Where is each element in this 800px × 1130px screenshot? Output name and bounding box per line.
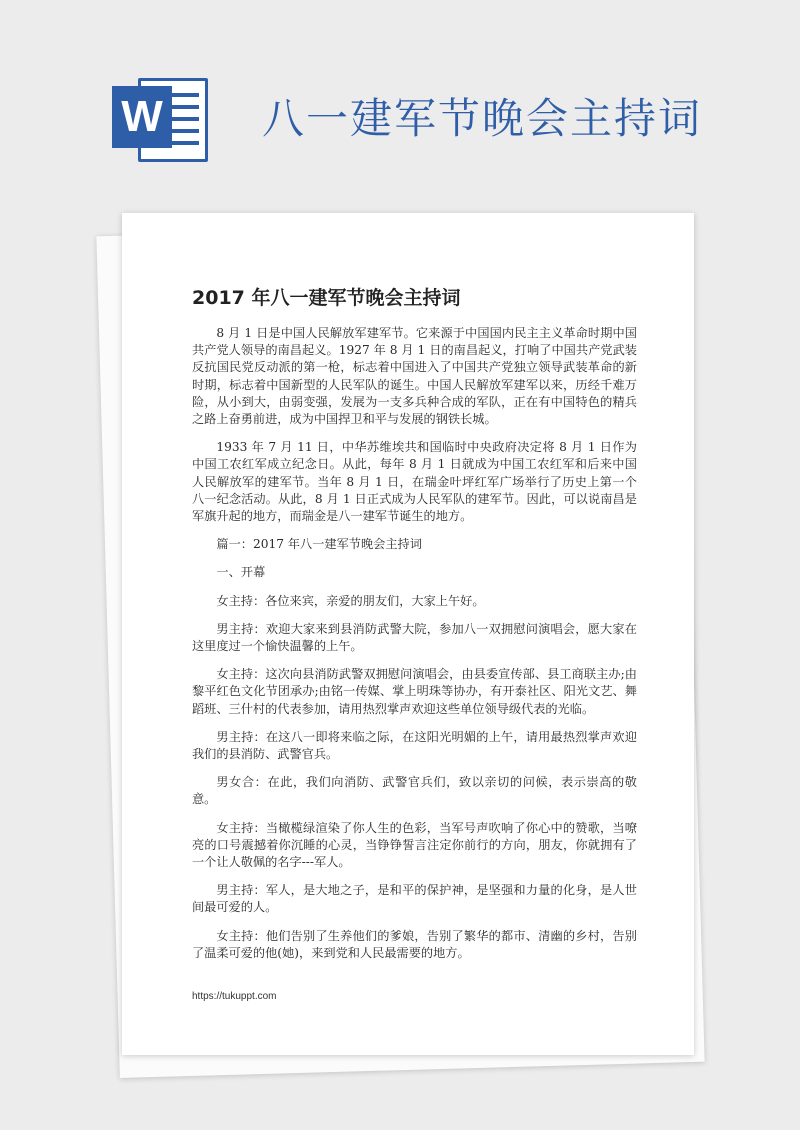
footer-url[interactable]: https://tukuppt.com — [192, 991, 277, 1002]
paragraph: 篇一：2017 年八一建军节晚会主持词 — [216, 537, 422, 552]
paragraph: 8 月 1 日是中国人民解放军建军节。它来源于中国国内民主主义革命时期中国共产党人领导的南昌起义。1927 年 8 月 1 日的南昌起义，打响了中国共产党武装反抗国民党反动派的第一枪，标志着中国进入了中国共产党独立领导武装革命的新时期，标志着中国新型的人民军队的诞生。中国人民解放军建军以来，历经千难万险，从小到大，由弱变强，发展为一支多兵种合成的军队，正在有中国特色的精兵之路上奋勇前进，成为中国捍卫和平与发展的钢铁长城。 — [192, 326, 637, 427]
word-w-badge: W — [112, 86, 172, 148]
paragraph: 男主持：欢迎大家来到县消防武警大院，参加八一双拥慰问演唱会，愿大家在这里度过一个愉快温馨的上午。 — [192, 621, 637, 654]
paragraph: 女主持：他们告别了生养他们的爹娘，告别了繁华的都市、清幽的乡村，告别了温柔可爱的他(她)，来到党和人民最需要的地方。 — [192, 928, 637, 960]
paragraph: 1933 年 7 月 11 日，中华苏维埃共和国临时中央政府决定将 8 月 1 日作为中国工农红军成立纪念日。从此，每年 8 月 1 日就成为中国工农红军和后来中国人民解放军的建军节。当年 8 月 1 日，在瑞金叶坪红军广场举行了历史上第一个八一纪念活动。从此，8 月 1 日正式成为人民军队的建军节。因此，可以说南昌是军旗升起的地方，而瑞金是八一建军节诞生的地方。 — [192, 440, 637, 524]
paragraph: 女主持：当橄榄绿渲染了你人生的色彩，当军号声吹响了你心中的赞歌，当嘹亮的口号震撼着你沉睡的心灵，当铮铮誓言注定你前行的方向，朋友，你就拥有了一个让人敬佩的名字---军人。 — [192, 820, 637, 870]
document-title: 2017 年八一建军节晚会主持词 — [192, 287, 461, 309]
word-document-icon — [112, 72, 212, 168]
paragraph: 女主持：各位来宾，亲爱的朋友们，大家上午好。 — [216, 593, 485, 608]
header-title: 八一建军节晚会主持词 — [262, 94, 703, 143]
paragraph: 一、开幕 — [216, 565, 266, 580]
paragraph: 男主持：在这八一即将来临之际，在这阳光明媚的上午，请用最热烈掌声欢迎我们的县消防、武警官兵。 — [192, 729, 637, 762]
paragraph: 男主持：军人，是大地之子，是和平的保护神，是坚强和力量的化身，是人世间最可爱的人。 — [192, 883, 637, 915]
paragraph: 男女合：在此，我们向消防、武警官兵们，致以亲切的问候，表示崇高的敬意。 — [192, 775, 637, 807]
document-body — [192, 325, 637, 973]
paragraph: 女主持：这次向县消防武警双拥慰问演唱会，由县委宣传部、县工商联主办;由黎平红色文化节团承办;由铭一传媒、掌上明珠等协办，有开泰社区、阳光文艺、舞蹈班、三什村的代表参加，请用热烈掌声欢迎这些单位领导级代表的光临。 — [192, 667, 637, 716]
page-header — [0, 0, 800, 200]
document-page — [122, 213, 694, 1055]
